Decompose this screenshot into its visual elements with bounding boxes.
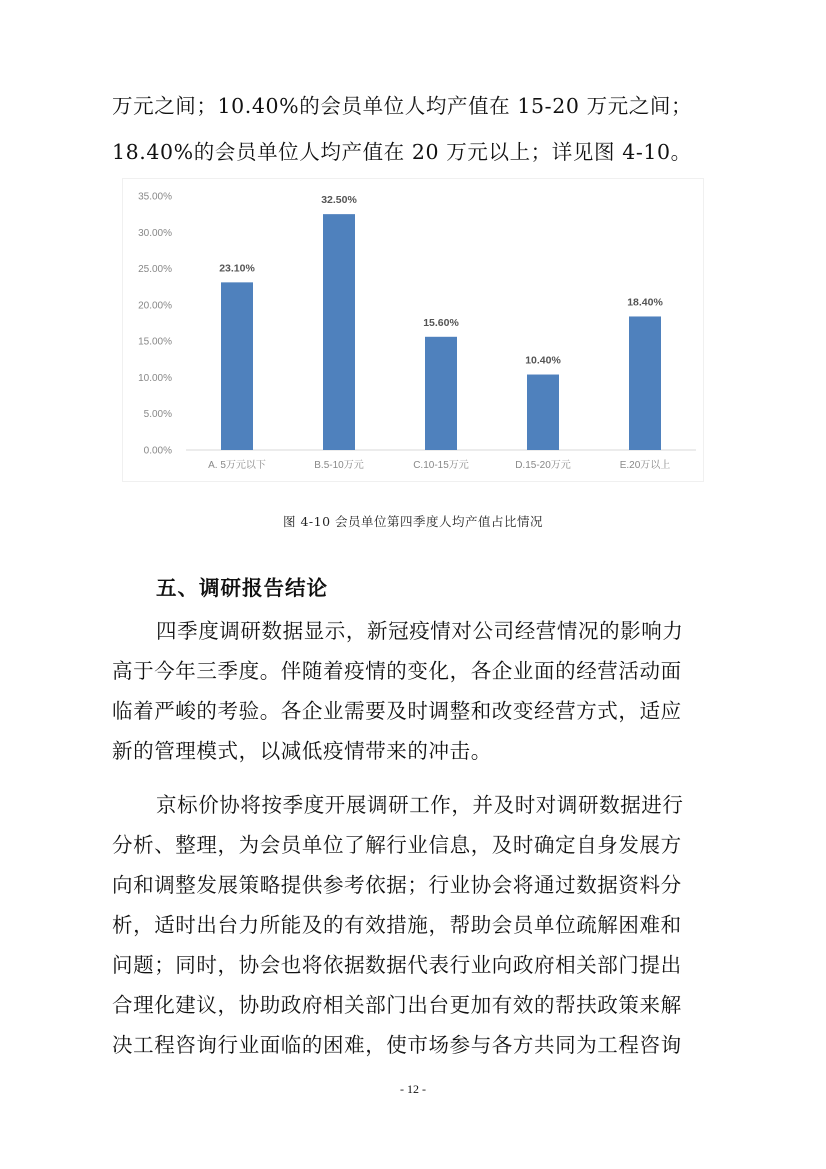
paragraph2-line-4: 析，适时出台力所能及的有效措施，帮助会员单位疏解困难和 (112, 913, 682, 937)
paragraph1-line-1: 四季度调研数据显示，新冠疫情对公司经营情况的影响力 (156, 619, 684, 643)
y-tick-label: 10.00% (138, 372, 172, 384)
x-tick-label: E.20万以上 (619, 460, 671, 471)
y-tick-label: 35.00% (138, 191, 172, 203)
paragraph2-line-5: 问题；同时，协会也将依据数据代表行业向政府相关部门提出 (112, 953, 682, 977)
y-tick-label: 25.00% (138, 264, 172, 276)
paragraph2-line-1: 京标价协将按季度开展调研工作，并及时对调研数据进行 (156, 793, 684, 817)
paragraph2-line-3: 向和调整发展策略提供参考依据；行业协会将通过数据资料分 (112, 873, 682, 897)
bar-d (527, 375, 559, 450)
bar-e (629, 316, 661, 450)
y-tick-label: 0.00% (143, 445, 172, 457)
paragraph2-line-7: 决工程咨询行业面临的困难，使市场参与各方共同为工程咨询 (112, 1033, 682, 1057)
x-tick-label: C.10-15万元 (413, 460, 469, 471)
x-tick-label: B.5-10万元 (314, 460, 364, 471)
paragraph1-line-4: 新的管理模式，以减低疫情带来的冲击。 (112, 739, 492, 763)
page-number: - 12 - (400, 1082, 426, 1096)
data-label: 10.40% (525, 354, 561, 367)
x-tick-label: D.15-20万元 (515, 460, 571, 471)
bar-chart (122, 178, 704, 482)
paragraph1-line-3: 临着严峻的考验。各企业需要及时调整和改变经营方式，适应 (112, 699, 682, 723)
data-label: 32.50% (321, 194, 357, 207)
bar-b (323, 214, 355, 450)
paragraph2-line-2: 分析、整理，为会员单位了解行业信息，及时确定自身发展方 (112, 833, 682, 857)
bar-a (221, 282, 253, 450)
data-label: 23.10% (219, 262, 255, 275)
intro-line-1: 万元之间；10.40%的会员单位人均产值在 15-20 万元之间； (112, 94, 693, 118)
data-label: 18.40% (627, 296, 663, 309)
y-tick-label: 30.00% (138, 227, 172, 239)
y-tick-label: 15.00% (138, 336, 172, 348)
paragraph1-line-2: 高于今年三季度。伴随着疫情的变化，各企业面的经营活动面 (112, 659, 682, 683)
paragraph2-line-6: 合理化建议，协助政府相关部门出台更加有效的帮扶政策来解 (112, 993, 682, 1017)
intro-line-2: 18.40%的会员单位人均产值在 20 万元以上；详见图 4-10。 (112, 140, 692, 164)
bar-c (425, 337, 457, 450)
figure-caption: 图 4-10 会员单位第四季度人均产值占比情况 (282, 514, 544, 529)
section-heading: 五、调研报告结论 (156, 576, 328, 600)
y-tick-label: 5.00% (143, 409, 172, 421)
data-label: 15.60% (423, 316, 459, 329)
y-tick-label: 20.00% (138, 300, 172, 312)
x-tick-label: A. 5万元以下 (208, 460, 266, 471)
